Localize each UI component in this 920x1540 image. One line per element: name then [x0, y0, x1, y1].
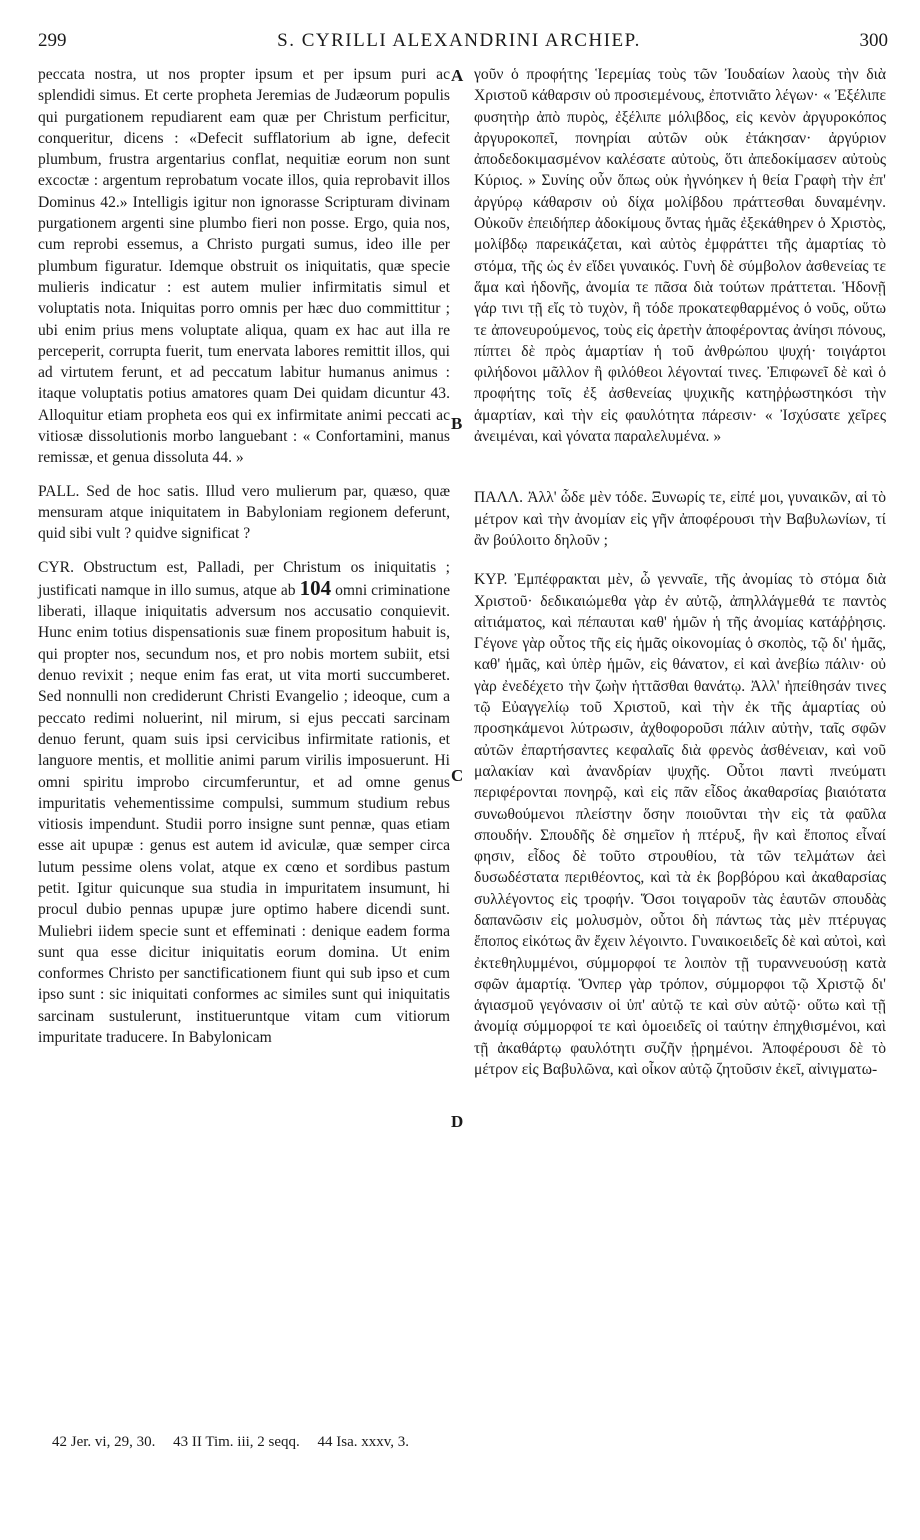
speaker-pall: PALL.	[38, 482, 80, 500]
page-number-left: 299	[38, 30, 67, 51]
greek-paragraph-2	[474, 487, 886, 551]
latin-paragraph-3	[38, 557, 450, 1049]
greek-column	[474, 64, 886, 1080]
margin-marker-b: B	[451, 414, 463, 433]
latin-paragraph-3-text-b: omni criminatione liberati, illaque iniquitatis adversum nos accusatio conquievit. Hunc enim totius dispensationis suæ finem propositum habuit is, qui propter nos, secundum nos, et pro nobis mortem subiit, etsi denuo revixit ; neque enim fas erat, ut vita morti succumberet. Sed nonnulli non crediderunt Christi Evangelio ; ideoque, cum a peccato redimi noluerint, nil mirum, si ejus peccati sarcinam denuo ferunt, quam suis ipsi cervicibus infirmitate rationis, et languore mentis, et mollitie animi parum virilis imposuerunt. Hi omni spiritu improbo circumferuntur, et ad omne genus impuritatis vehementissime compulsi, summum studium rebus vitiosis impendunt. Studii porro insigne sunt pennæ, quas etiam esse ait upupæ : genus est autem id aviculæ, quæ semper circa lutum pessime olens volat, atque ex cœno et sordibus pastum petit. Igitur quicunque sua studia in impuritatem insumunt, hi procul dubio pennas upupæ jure optimo habere dicendi sunt. Muliebri iidem specie sunt et effeminati : denique eadem forma sunt qua esse dicitur iniquitatis eorum domina. Ut enim conformes Christo per sanctificationem fiunt qui sub ipso et cum ipso sunt : sic iniquitati conformes ac similes sunt qui iniquitatis sarcinam sustulerunt, institueruntque vitam cum vitiorum impuritate traducere. In Babylonicam	[38, 581, 450, 1047]
speaker-cyr: CYR.	[38, 558, 74, 576]
latin-paragraph-1: peccata nostra, ut nos propter ipsum et per ipsum puri ac splendidi simus. Et certe propheta Jeremias de Judæorum populis qui purgationem repudiarent eam quæ per Christum perficitur, conqueritur, dicens : «Defecit sufflatorium ab igne, defecit plumbum, frustra argentarius conflat, nequitiæ eorum non sunt excoctæ : argentum reprobatum vocate illos, quia reprobavit illos Dominus 42.» Intelligis igitur non ignorasse Scripturam divinam purgationem argenti sine plumbo fieri non posse. Ergo, quia nos, cum reprobi essemus, a Christo purgati sumus, ideo ille per plumbum figuratur. Idemque obstruit os iniquitatis, quæ specie mulieris indicatur : est autem mulier infirmitatis simul et voluptatis nota. Iniquitas porro omnis per hæc duo committitur ; ubi enim prius mens voluptate aliqua, quam ex hac aut illa re perceperit, corrupta fuerit, tum enervata labores remittit illos, qui ad virtutem ferunt, et ad peccatum labitur humanus animus : itaque voluptatis potius amatores quam Dei quidam dicuntur 43. Alloquitur etiam propheta eos qui ex infirmitate animi peccati ac vitiosæ dissolutionis morbo languebant : « Confortamini, manus remissæ, et genua dissoluta 44. »	[38, 66, 450, 467]
greek-paragraph-3	[474, 569, 886, 1080]
speaker-cyr-greek: ΚΥΡ.	[474, 571, 508, 589]
column-number: 104	[299, 575, 332, 600]
page-header	[28, 30, 890, 56]
latin-paragraph-3-text-a: Obstructum est, Palladi, per Christum os iniquitatis ; justificati namque in illo sumus, atque ab	[38, 558, 450, 599]
margin-marker-d: D	[451, 1112, 464, 1131]
speaker-pall-greek: ΠΑΛΛ.	[474, 489, 524, 507]
margin-marker-c: C	[451, 766, 464, 785]
margin-marker-a: A	[451, 66, 464, 85]
latin-paragraph-2-text: Sed de hoc satis. Illud vero mulierum par, quæso, quæ mensuram atque iniquitatem in Babyloniam regionem deferunt, quid sibi vult ? quidve significat ?	[38, 482, 450, 543]
greek-paragraph-2-text: Ἀλλ' ὧδε μὲν τόδε. Ξυνωρίς τε, εἰπέ μοι, γυναικῶν, αἱ τὸ μέτρον καὶ τὴν ἀνομίαν εἰς γῆν ἀποφέρουσι τὴν Βαβυλωνίων, τί ἂν βούλοιτο δηλοῦν ;	[474, 489, 886, 549]
latin-paragraph-2	[38, 481, 450, 545]
page-number-right: 300	[859, 30, 888, 51]
footnote-42: 42 Jer. vi, 29, 30.	[52, 1434, 156, 1450]
footnotes	[52, 1434, 423, 1451]
greek-paragraph-1: γοῦν ὁ προφήτης Ἱερεμίας τοὺς τῶν Ἰουδαίων λαοὺς τὴν διὰ Χριστοῦ κάθαρσιν οὐ προσιεμένους, ἐποτνιᾶτο λέγων· « Ἐξέλιπε φυσητὴρ ἀπὸ πυρὸς, ἐξέλιπε μόλιβδος, εἰς κενὸν ἀργυροκόπος ἀργυροκοπεῖ, πονηρίαι αὐτῶν οὐκ ἐτάκησαν· ἀργύριον ἀποδεδοκιμασμένον καλέσατε αὐτοὺς, ὅτι ἀπεδοκίμασεν αὐτοὺς Κύριος. » Συνίης οὖν ὅπως οὐκ ἠγνόηκεν ἡ θεία Γραφὴ τὴν ἐπ' ἀργύρῳ κάθαρσιν οὐ δίχα μολίβδου πράττεσθαι δυναμένην. Οὐκοῦν ἐπειδήπερ ἀδοκίμους ὄντας ἡμᾶς ἐξεκάθηρεν ὁ Χριστὸς, μολίβδῳ παρεικάζεται, καὶ αὐτὸς ἐμφράττει τῆς ἀμαρτίας τὸ στόμα, τῆς ὡς ἐν εἴδει γυναικός. Γυνὴ δὲ σύμβολον ἀσθενείας τε ἅμα καὶ ἡδονῆς, ἀνομία τε πᾶσα διὰ τούτων πράττεται. Ἡδονῇ γάρ τινι τῇ εἴς τὸ τυχὸν, ἢ τόδε προκατεφθαρμένος ὁ νοῦς, οὕτω τε ἀπονευρούμενος, τοὺς εἰς ἀρετὴν ἀποφέροντας ἀνίησι πόνους, πίπτει δὲ πρὸς ἁμαρτίαν ἡ τοῦ ἀνθρώπου ψυχή· τοιγάρτοι φιλήδονοι μᾶλλον ἢ φιλόθεοι λέγονταί τινες. Ἐπιφωνεῖ δὲ καὶ ὁ προφήτης τοῖς ἐξ ἀσθενείας ψυχικῆς κατηῤῥωστηκόσι τὴν ἁμαρτίαν, καὶ τὴν εἰς φαυλότητα πάρεσιν· « Ἰσχύσατε χεῖρες ἀνειμέναι, καὶ γόνατα παραλελυμένα. »	[474, 66, 886, 446]
running-title: S. CYRILLI ALEXANDRINI ARCHIEP.	[277, 30, 641, 51]
footnote-43: 43 II Tim. iii, 2 seqq.	[173, 1434, 300, 1450]
greek-paragraph-3-text: Ἐμπέφρακται μὲν, ὦ γενναῖε, τῆς ἀνομίας τὸ στόμα διὰ Χριστοῦ· δεδικαιώμεθα γὰρ ἐν αὐτῷ, ἀπηλλάγμεθά τε παντὸς αἰτιάματος, καὶ πέπαυται καθ' ἡμῶν ἡ τῆς ἀνομίας κατάῤῥησις. Γέγονε γὰρ οὗτος τῆς εἰς ἡμᾶς οἰκονομίας ὁ σκοπὸς, τῷ δι' ἡμᾶς, καθ' ἡμᾶς, καὶ ὑπὲρ ἡμῶν, εἰς θάνατον, εἰ καὶ ἀνεβίω πάλιν· οὐ γὰρ ἐνεδέχετο τὴν ζωὴν ἡττᾶσθαι θανάτῳ. Ἀλλ' ἠπείθησάν τινες τῷ Εὐαγγελίῳ τοῦ Χριστοῦ, καὶ τὴν ἐκ τῆς ἁμαρτίας οὐ προσηκάμενοι λύτρωσιν, ἀχθοφοροῦσι πάλιν αὐτὴν, ταῖς σφῶν αὐτῶν ἐπαρτήσαντες κεφαλαῖς διὰ φρενὸς ἀσθένειαν, καὶ νοῦ μαλακίαν καὶ ἀνανδρίαν ψυχῆς. Οὗτοι παντὶ πνεύματι περιφέρονται πονηρῷ, καὶ εἰς πᾶν εἶδος ἀκαθαρσίας βιαιότατα συνωθούμενοι πλείστην ὅσην ποιοῦνται τὴν εἰς τὰ φαῦλα σπουδήν. Σπουδῆς δὲ σημεῖον ἡ πτέρυξ, ἣν καὶ ἔποπος εἶναί φησιν, εἶδος δὲ τοῦτο στρουθίου, τὰ τῶν τελμάτων ἀεὶ δυσωδέστατα περιθέοντος, καὶ τὰ ἐκ βορβόρου καὶ ἀκαθαρσίας συλλέγοντος εἰς τροφήν. Ὅσοι τοιγαροῦν τὰς ἑαυτῶν σπουδὰς δαπανῶσιν εἰς μολυσμὸν, οὗτοι δὴ πάντως τὰς μὲν πτέρυγας ἔποπος εἰκότως ἂν ἔχειν λέγοιντο. Γυναικοειδεῖς δὲ καὶ αὐτοὶ, καὶ ἐκτεθηλυμμένοι, σύμμορφοί τε λοιπὸν τῇ τυραννευούσῃ κατὰ σφῶν ἁμαρτίᾳ. Ὅνπερ γὰρ τρόπον, σύμμορφοι τῷ Χριστῷ δι' ἁγιασμοῦ γεγόνασιν οἱ ὑπ' αὐτῷ τε καὶ σὺν αὐτῷ· οὕτω καὶ τῇ ἀνομίᾳ σύμμορφοί τε καὶ ὁμοειδεῖς οἱ ταύτην ἐπηχθισμένοι, καὶ τῇ ἀκαθάρτῳ φαυλότητι συζῆν ᾑρημένοι. Ἀποφέρουσι δὲ τὸ μέτρον εἰς Βαβυλῶνα, καὶ οἶκον αὐτῷ ζητοῦσιν ἐκεῖ, αἰνιγματω-	[474, 571, 886, 1079]
latin-column	[38, 64, 450, 1048]
footnote-44: 44 Isa. xxxv, 3.	[317, 1434, 410, 1450]
